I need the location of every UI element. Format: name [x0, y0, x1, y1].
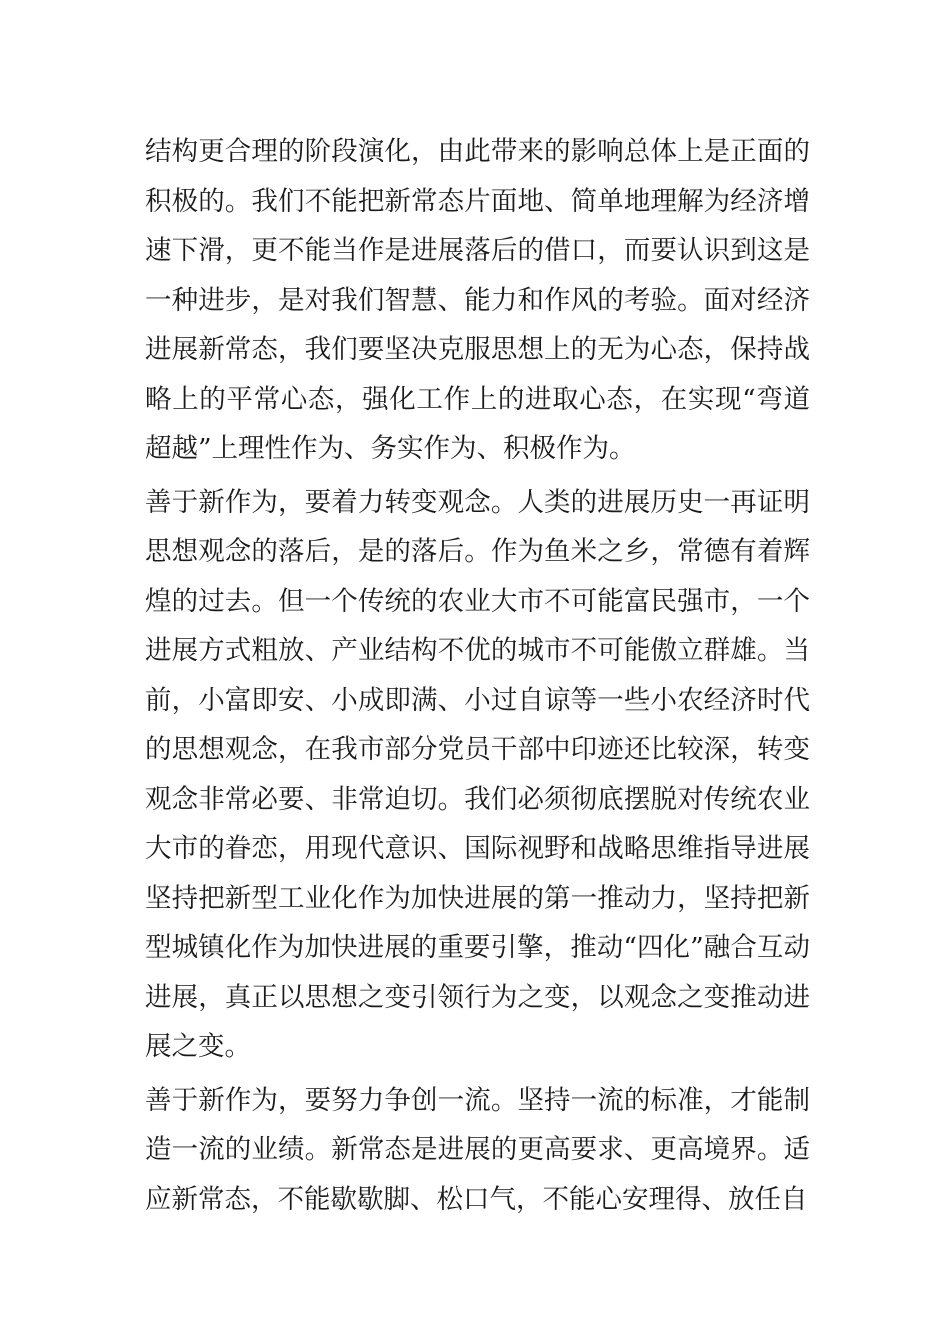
document-body	[145, 127, 810, 1228]
paragraph-2: 善于新作为，要着力转变观念。人类的进展历史一再证明思想观念的落后，是的落后。作为鱼米之乡，常德有着辉煌的过去。但一个传统的农业大市不可能富民强市，一个进展方式粗放、产业结构不优的城市不可能傲立群雄。当前，小富即安、小成即满、小过自谅等一些小农经济时代的思想观念，在我市部分党员干部中印迹还比较深，转变观念非常必要、非常迫切。我们必须彻底摆脱对传统农业大市的眷恋，用现代意识、国际视野和战略思维指导进展坚持把新型工业化作为加快进展的第一推动力，坚持把新型城镇化作为加快进展的重要引擎，推动“四化”融合互动进展，真正以思想之变引领行为之变，以观念之变推动进展之变。	[145, 486, 810, 1062]
paragraph-1: 结构更合理的阶段演化，由此带来的影响总体上是正面的积极的。我们不能把新常态片面地、简单地理解为经济增速下滑，更不能当作是进展落后的借口，而要认识到这是一种进步，是对我们智慧、能力和作风的考验。面对经济进展新常态，我们要坚决克服思想上的无为心态，保持战略上的平常心态，强化工作上的进取心态，在实现“弯道超越”上理性作为、务实作为、积极作为。	[145, 136, 810, 464]
paragraph-3: 善于新作为，要努力争创一流。坚持一流的标准，才能制造一流的业绩。新常态是进展的更高要求、更高境界。适应新常态，不能歇歇脚、松口气，不能心安理得、放任自	[145, 1084, 810, 1215]
